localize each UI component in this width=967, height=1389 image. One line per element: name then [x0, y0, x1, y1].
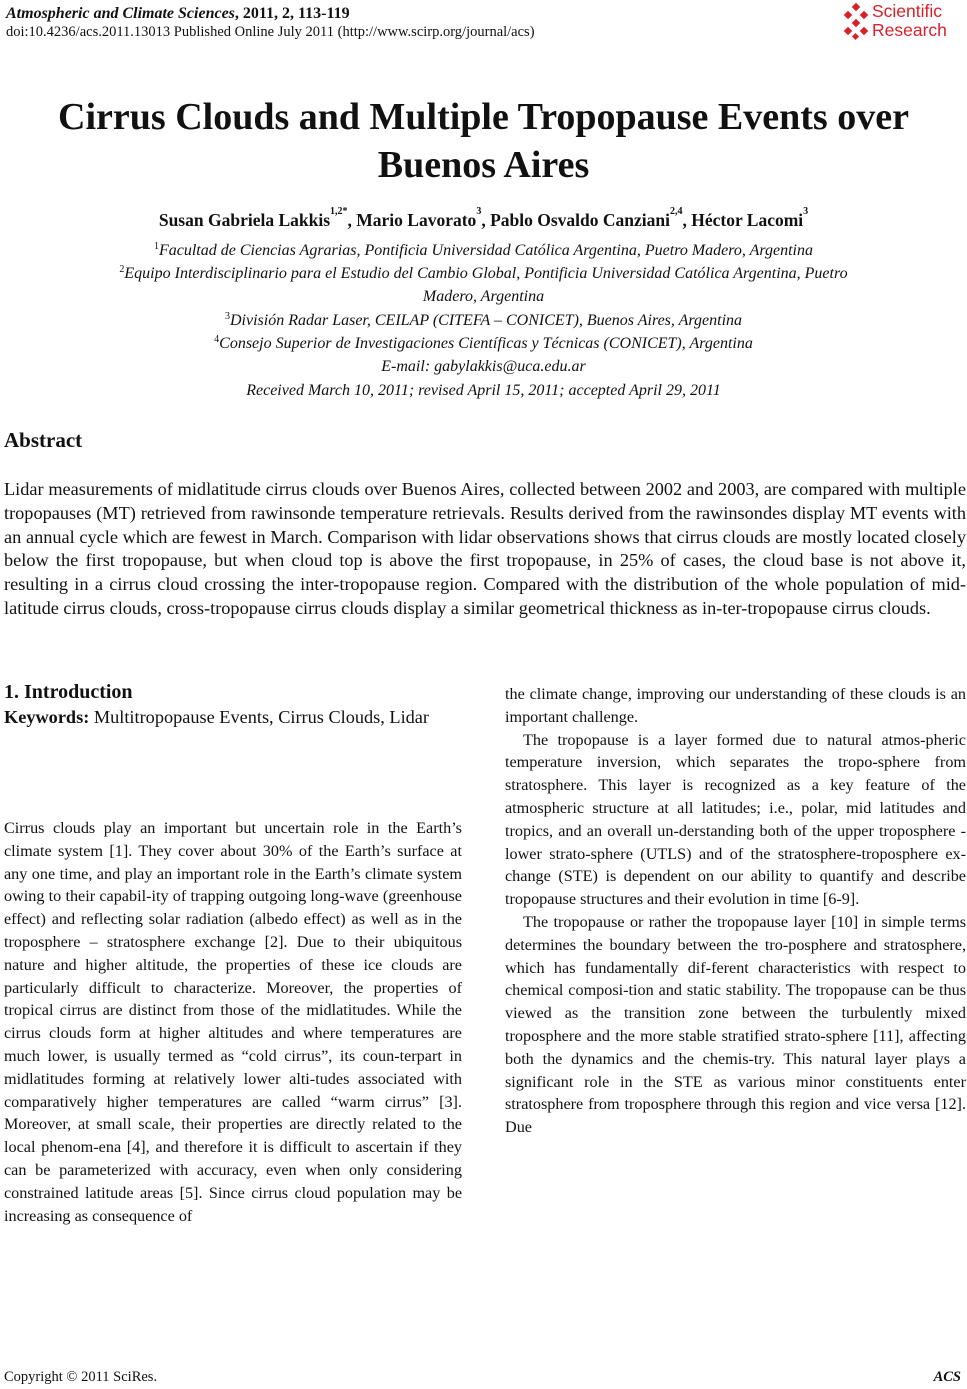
title-line-2: Buenos Aires: [377, 144, 590, 186]
journal-name: Atmospheric and Climate Sciences: [6, 5, 235, 22]
affiliation-line: [10, 285, 957, 308]
affiliation-number: 3: [224, 311, 230, 322]
keywords: [4, 707, 429, 728]
right-column: [505, 683, 966, 1139]
author-name: Mario Lavorato: [356, 210, 477, 230]
paragraph: Cirrus clouds play an important but uncertain role in the Earth’s climate system [1]. They cover about 30% of the Earth’s surface at any one time, and play an important role in the Earth’s climate system owing to their capabil-ity of trapping outgoing long-wave (greenhouse effect) and reflecting solar radiation (albedo effect) as well as in the troposphere – stratosphere exchange [2]. Due to their ubiquitous nature and higher altitude, the properties of these ice clouds are particularly difficult to characterize. Moreover, the properties of tropical cirrus are distinct from those of the midlatitudes. While the cirrus clouds form at higher altitudes and where temperatures are much lower, is usually termed as “cold cirrus”, its coun-terpart in midlatitudes forming at relatively lower alti-tudes associated with comparatively higher temperatures are called “warm cirrus” [3]. Moreover, at small scale, their properties are directly related to the local phenom-ena [4], and therefore it is difficult to ascertain if they can be parameterized with accuracy, even when only considering constrained latitude areas [5]. Since cirrus cloud population may be increasing as consequence of: [4, 819, 462, 1225]
received-dates: [10, 379, 957, 402]
affiliation-text: Madero, Argentina: [422, 288, 545, 305]
keywords-label: Keywords:: [4, 707, 90, 727]
logo-line2: Research: [872, 20, 947, 40]
journal-citation: [6, 5, 350, 23]
logo-text: [872, 2, 947, 40]
affiliation-number: 4: [214, 334, 220, 345]
paragraph: The tropopause is a layer formed due to natural atmos-pheric temperature inversion, which separates the tropo-sphere from stratosphere. This layer is recognized as a key feature of the atmospheric structure at all latitudes; i.e., polar, mid latitudes and tropics, and an overall un-derstanding both of the upper troposphere - lower strato-sphere (UTLS) and of the stratosphere-troposphere ex-change (STE) is dependent on our ability to quantify and describe tropopause structures and their evolution in time [6-9].: [505, 730, 966, 909]
paragraph: the climate change, improving our understanding of these clouds is an important challenge.: [505, 685, 966, 726]
scientific-research-logo-icon: [839, 2, 871, 42]
affiliation-text: Equipo Interdisciplinario para el Estudio del Cambio Global, Pontificia Universidad Católica Argentina, Puetro: [124, 265, 848, 282]
author-list: Susan Gabriela Lakkis$^{1,2*}$, Mario Lavorato$^3$, Pablo Osvaldo Canziani$^{2,4}$, Héctor Lacomi$^3$: [158, 206, 809, 230]
journal-issue: , 2011, 2, 113-119: [234, 5, 350, 22]
affiliation-text: Facultad de Ciencias Agrarias, Pontificia Universidad Católica Argentina, Puetro Madero, Argentina: [158, 242, 813, 259]
copyright: Copyright © 2011 SciRes.: [4, 1369, 158, 1385]
affiliation-line: [10, 332, 957, 355]
email: E-mail: gabylakkis@uca.edu.ar: [381, 358, 586, 375]
keywords-text: Multitropopause Events, Cirrus Clouds, Lidar: [89, 707, 430, 727]
affiliation-line: [10, 262, 957, 285]
paragraph: The tropopause or rather the tropopause layer [10] in simple terms determines the boundary between the tro-posphere and stratosphere, which has fundamentally dif-ferent characteristics with respect to chemical composi-tion and static stability. The tropopause can be thus viewed as the transition zone between the turbulently mixed troposphere and the more stable stratified strato-sphere [11], affecting both the dynamics and the chemis-try. This natural layer plays a significant role in the STE as various minor constituents enter stratosphere from troposphere through this region and vice versa [12]. Due: [505, 912, 966, 1137]
email-line: [10, 355, 957, 378]
affiliation-line: [10, 239, 957, 262]
author-name: Susan Gabriela Lakkis: [158, 210, 331, 230]
affiliation-text: Consejo Superior de Investigaciones Científicas y Técnicas (CONICET), Argentina: [219, 335, 753, 352]
abstract-body: [4, 478, 966, 621]
title-line-1: Cirrus Clouds and Multiple Tropopause Events over: [58, 96, 909, 138]
affiliation-line: [10, 309, 957, 332]
abstract-heading: Abstract: [4, 428, 83, 452]
author-name: Héctor Lacomi: [691, 210, 804, 230]
affiliation-text: División Radar Laser, CEILAP (CITEFA – CONICET), Buenos Aires, Argentina: [229, 312, 743, 329]
abstract-text: Lidar measurements of midlatitude cirrus clouds over Buenos Aires, collected between 2002 and 2003, are compared with multiple tropopauses (MT) retrieved from rawinsonde temperature retrievals. Results derived from the rawinsondes display MT events with an annual cycle which are fewest in March. Comparison with lidar observations shows that cirrus clouds are mostly located closely below the first tropopause, but when cloud top is above the first tropopause, in 25% of cases, the cloud base is not above it, resulting in a cirrus cloud crossing the inter-tropopause region. Compared with the distribution of the whole population of mid-latitude cirrus clouds, cross-tropopause cirrus clouds display a similar geometrical thickness as in-ter-tropopause cirrus clouds.: [4, 479, 966, 618]
logo-line1: Scientific: [872, 1, 943, 21]
section-heading-introduction: 1. Introduction: [4, 681, 133, 703]
left-column: [4, 817, 462, 1227]
affiliation-number: 1: [153, 241, 159, 252]
author-affiliation-mark: 3: [476, 206, 482, 217]
received-text: Received March 10, 2011; revised April 15, 2011; accepted April 29, 2011: [246, 382, 721, 399]
paper-title: [0, 93, 967, 189]
affiliation-number: 2: [119, 264, 125, 275]
author-affiliation-mark: 2,4: [669, 206, 683, 217]
journal-abbrev: ACS: [933, 1369, 961, 1385]
publisher-logo: [839, 2, 961, 42]
doi-line: doi:10.4236/acs.2011.13013 Published Online July 2011 (http://www.scirp.org/journal/acs): [6, 24, 535, 40]
author-affiliation-mark: 1,2*: [330, 206, 348, 217]
author-affiliation-mark: 3: [803, 206, 809, 217]
author-name: Pablo Osvaldo Canziani: [490, 210, 670, 230]
